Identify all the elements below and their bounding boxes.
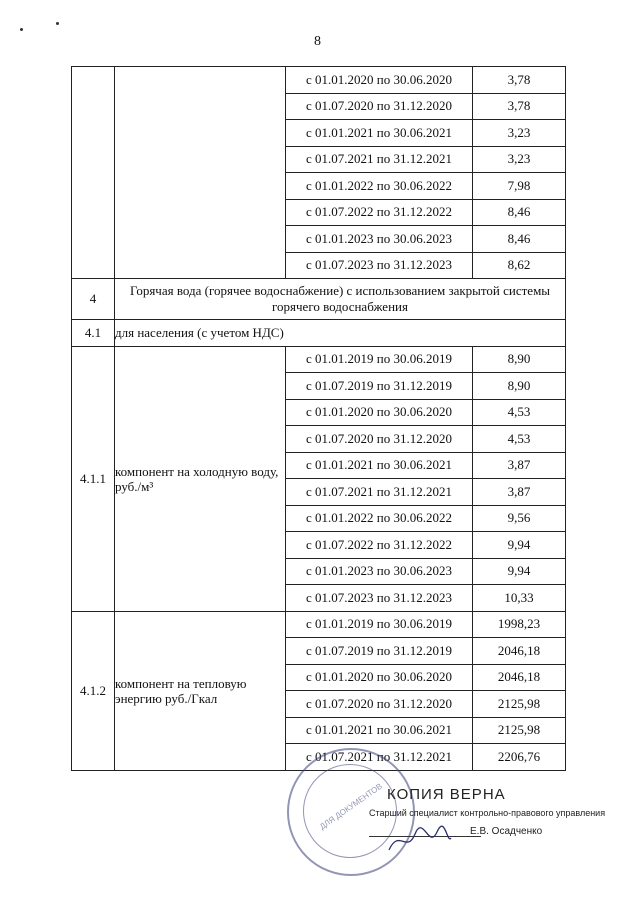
tariff-value-cell: 2206,76 — [473, 744, 566, 771]
period-cell: с 01.07.2023 по 31.12.2023 — [286, 585, 473, 612]
period-cell: с 01.07.2023 по 31.12.2023 — [286, 252, 473, 279]
tariff-value-cell: 8,90 — [473, 373, 566, 400]
scan-speck — [20, 28, 23, 31]
tariff-value-cell: 7,98 — [473, 173, 566, 200]
page-number: 8 — [314, 34, 321, 49]
handwritten-signature — [385, 820, 455, 860]
tariff-value-cell: 2046,18 — [473, 664, 566, 691]
period-cell: с 01.07.2020 по 31.12.2020 — [286, 426, 473, 453]
scan-speck — [56, 22, 59, 25]
period-cell: с 01.01.2021 по 30.06.2021 — [286, 717, 473, 744]
period-cell: с 01.01.2019 по 30.06.2019 — [286, 611, 473, 638]
period-cell: с 01.01.2023 по 30.06.2023 — [286, 558, 473, 585]
section-row — [72, 279, 566, 320]
tariff-value-cell: 10,33 — [473, 585, 566, 612]
table-row — [72, 346, 566, 373]
certify-name: Е.В. Осадченко — [470, 826, 543, 837]
tariff-value-cell: 3,87 — [473, 479, 566, 506]
tariff-value-cell: 3,23 — [473, 146, 566, 173]
table-row — [72, 611, 566, 638]
period-cell: с 01.07.2021 по 31.12.2021 — [286, 479, 473, 506]
period-cell: с 01.07.2022 по 31.12.2022 — [286, 199, 473, 226]
period-cell: с 01.01.2020 по 30.06.2020 — [286, 664, 473, 691]
tariff-value-cell: 4,53 — [473, 426, 566, 453]
period-cell: с 01.07.2020 по 31.12.2020 — [286, 93, 473, 120]
period-cell: с 01.01.2021 по 30.06.2021 — [286, 120, 473, 147]
subsection-title: для населения (с учетом НДС) — [115, 320, 566, 347]
tariff-value-cell: 2046,18 — [473, 638, 566, 665]
tariff-value-cell: 3,23 — [473, 120, 566, 147]
component-description: компонент на холодную воду, руб./м³ — [115, 346, 286, 611]
certify-role: Старший специалист контрольно-правового управления — [369, 808, 606, 818]
section-title: Горячая вода (горячее водоснабжение) с использованием закрытой системы горячего водоснабжения — [115, 279, 566, 320]
period-cell: с 01.01.2021 по 30.06.2021 — [286, 452, 473, 479]
period-cell: с 01.01.2020 по 30.06.2020 — [286, 67, 473, 94]
subsection-number: 4.1 — [72, 320, 115, 347]
tariff-value-cell: 8,62 — [473, 252, 566, 279]
component-description: компонент на тепловую энергию руб./Гкал — [115, 611, 286, 770]
tariff-table — [71, 66, 566, 771]
period-cell: с 01.01.2022 по 30.06.2022 — [286, 173, 473, 200]
period-cell: с 01.07.2022 по 31.12.2022 — [286, 532, 473, 559]
tariff-value-cell: 1998,23 — [473, 611, 566, 638]
period-cell: с 01.07.2019 по 31.12.2019 — [286, 373, 473, 400]
period-cell: с 01.01.2020 по 30.06.2020 — [286, 399, 473, 426]
period-cell: с 01.07.2019 по 31.12.2019 — [286, 638, 473, 665]
period-cell: с 01.01.2023 по 30.06.2023 — [286, 226, 473, 253]
tariff-value-cell: 9,94 — [473, 532, 566, 559]
table-row — [72, 67, 566, 94]
tariff-value-cell: 8,46 — [473, 226, 566, 253]
tariff-value-cell: 3,87 — [473, 452, 566, 479]
tariff-value-cell: 9,56 — [473, 505, 566, 532]
tariff-value-cell: 8,46 — [473, 199, 566, 226]
tariff-value-cell: 3,78 — [473, 67, 566, 94]
tariff-value-cell: 3,78 — [473, 93, 566, 120]
tariff-value-cell: 8,90 — [473, 346, 566, 373]
certify-title: КОПИЯ ВЕРНА — [387, 786, 506, 803]
period-cell: с 01.07.2021 по 31.12.2021 — [286, 146, 473, 173]
row-description-cell — [115, 67, 286, 279]
official-seal: ДЛЯ ДОКУМЕНТОВ — [287, 748, 415, 876]
period-cell: с 01.07.2021 по 31.12.2021 — [286, 744, 473, 771]
tariff-value-cell: 4,53 — [473, 399, 566, 426]
row-number-cell — [72, 67, 115, 279]
period-cell: с 01.01.2019 по 30.06.2019 — [286, 346, 473, 373]
tariff-value-cell: 9,94 — [473, 558, 566, 585]
tariff-value-cell: 2125,98 — [473, 691, 566, 718]
tariff-value-cell: 2125,98 — [473, 717, 566, 744]
section-number: 4 — [72, 279, 115, 320]
period-cell: с 01.01.2022 по 30.06.2022 — [286, 505, 473, 532]
subsection-row — [72, 320, 566, 347]
component-number: 4.1.1 — [72, 346, 115, 611]
component-number: 4.1.2 — [72, 611, 115, 770]
period-cell: с 01.07.2020 по 31.12.2020 — [286, 691, 473, 718]
